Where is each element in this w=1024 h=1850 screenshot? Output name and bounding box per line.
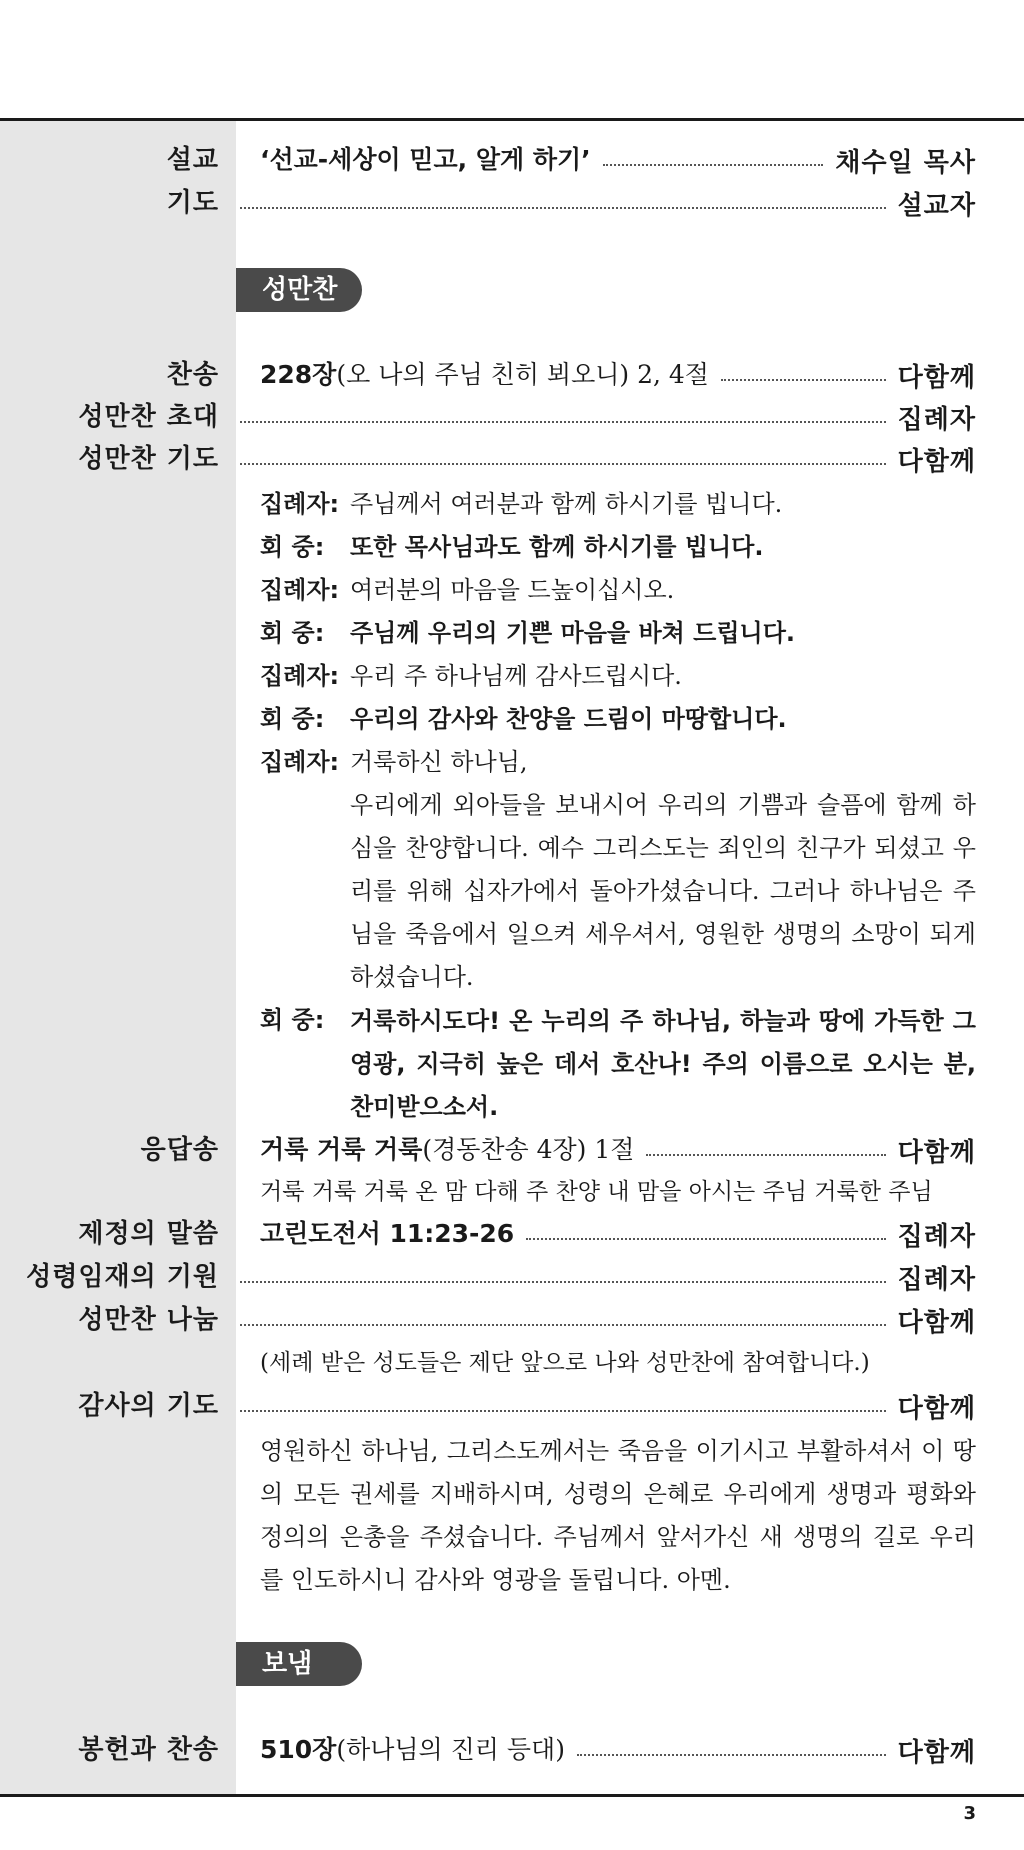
section-tab-sending: 보냄: [236, 1642, 362, 1686]
sharing-label: 성만찬 나눔: [78, 1305, 219, 1335]
sanctus-speaker-line: [260, 1000, 350, 1040]
dot-leader: [240, 1410, 886, 1412]
dialogue-text: 주님께서 여러분과 함께 하시기를 빕니다.: [350, 490, 783, 518]
offering-row: [0, 1730, 1024, 1770]
offering-number: 510장: [260, 1735, 337, 1764]
response-song-detail: (경동찬송 4장) 1절: [422, 1135, 635, 1164]
epiclesis-label: 성령임재의 기원: [26, 1262, 219, 1292]
sanctus-text: 거룩하시도다! 온 누리의 주 하나님, 하늘과 땅에 가득한 그 영광, 지극히 높은 데서 호산나! 주의 이름으로 오시는 분, 찬미받으소서.: [350, 1007, 976, 1121]
speaker-label: 집례자:: [260, 662, 340, 690]
speaker-label: 회 중:: [260, 1006, 325, 1034]
response-song-label: 응답송: [140, 1135, 219, 1165]
prayer-row: [0, 183, 1024, 223]
speaker-label: 집례자:: [260, 576, 340, 604]
dialogue-line: [260, 613, 795, 653]
communion-prayer-label: 성만찬 기도: [78, 444, 219, 474]
response-song-title: 거룩 거룩 거룩: [260, 1135, 423, 1164]
thanksgiving-label: 감사의 기도: [78, 1391, 219, 1421]
institution-reference: 고린도전서 11:23-26: [260, 1219, 515, 1248]
prayer-label: 기도: [166, 188, 219, 218]
speaker-label: 집례자:: [260, 490, 340, 518]
offering-label: 봉헌과 찬송: [78, 1735, 219, 1765]
dot-leader: [526, 1238, 885, 1240]
dialogue-text: 거룩하신 하나님,: [350, 748, 528, 776]
response-song-role: 다함께: [897, 1137, 976, 1168]
sharing-row: [0, 1300, 1024, 1340]
thanksgiving-text: 영원하신 하나님, 그리스도께서는 죽음을 이기시고 부활하셔서 이 땅의 모든 권세를 지배하시며, 성령의 은혜로 우리에게 생명과 평화와 정의의 은총을 주셨습니다. 주님께서 앞서가신 새 생명의 길로 우리를 인도하시니 감사와 영광을 돌립니다. 아멘.: [260, 1437, 976, 1594]
dot-leader: [240, 1281, 886, 1283]
sharing-role: 다함께: [897, 1307, 976, 1338]
hymn-number: 228장: [260, 360, 337, 389]
dot-leader: [646, 1154, 885, 1156]
dialogue-text: 또한 목사님과도 함께 하시기를 빕니다.: [350, 533, 764, 561]
dialogue-text: 여러분의 마음을 드높이십시오.: [350, 576, 675, 604]
dialogue-text: 주님께 우리의 기쁜 마음을 바쳐 드립니다.: [350, 619, 796, 647]
hymn-role: 다함께: [897, 362, 976, 393]
dialogue-text: 우리의 감사와 찬양을 드림이 마땅합니다.: [350, 705, 787, 733]
institution-label: 제정의 말씀: [78, 1219, 219, 1249]
speaker-label: 집례자:: [260, 748, 340, 776]
dialogue-line: [260, 570, 674, 610]
dialogue-line: [260, 699, 787, 739]
hymn-label: 찬송: [166, 360, 219, 390]
institution-role: 집례자: [897, 1221, 976, 1252]
hymn-row: [0, 355, 1024, 395]
communion-prayer-row: [0, 439, 1024, 479]
response-song-row: [0, 1130, 1024, 1170]
epiclesis-row: [0, 1257, 1024, 1297]
sharing-note: (세례 받은 성도들은 제단 앞으로 나와 성만찬에 참여합니다.): [260, 1350, 870, 1376]
sermon-role: 채수일 목사: [835, 147, 976, 178]
dot-leader: [240, 1324, 886, 1326]
hymn-detail: (오 나의 주님 친히 뵈오니) 2, 4절: [336, 360, 709, 389]
bottom-rule: [0, 1794, 1024, 1797]
sermon-title: ‘선교-세상이 믿고, 알게 하기’: [260, 145, 591, 174]
sermon-label: 설교: [166, 145, 219, 175]
offering-role: 다함께: [897, 1737, 976, 1768]
thanksgiving-role: 다함께: [897, 1393, 976, 1424]
dot-leader: [721, 379, 886, 381]
invitation-role: 집례자: [897, 404, 976, 435]
institution-row: [0, 1214, 1024, 1254]
dot-leader: [240, 421, 886, 423]
invitation-row: [0, 397, 1024, 437]
offering-detail: (하나님의 진리 등대): [336, 1735, 565, 1764]
epiclesis-role: 집례자: [897, 1264, 976, 1295]
sermon-row: [0, 140, 1024, 180]
dialogue-text: 우리 주 하나님께 감사드립시다.: [350, 662, 682, 690]
dot-leader: [577, 1754, 886, 1756]
response-song-lyrics: 거룩 거룩 거룩 온 맘 다해 주 찬양 내 맘을 아시는 주님 거룩한 주님: [260, 1179, 933, 1205]
dot-leader: [603, 164, 824, 166]
dialogue-line: [260, 484, 782, 524]
speaker-label: 회 중:: [260, 619, 325, 647]
speaker-label: 회 중:: [260, 705, 325, 733]
dot-leader: [240, 463, 886, 465]
dot-leader: [240, 207, 886, 209]
dialogue-line: [260, 656, 682, 696]
prayer-role: 설교자: [897, 190, 976, 221]
eucharist-prayer: 우리에게 외아들을 보내시어 우리의 기쁨과 슬픔에 함께 하심을 찬양합니다. 예수 그리스도는 죄인의 친구가 되셨고 우리를 위해 십자가에서 돌아가셨습니다. 그러나 하나님은 주님을 죽음에서 일으켜 세우셔서, 영원한 생명의 소망이 되게 하셨습니다.: [350, 791, 976, 991]
communion-prayer-role: 다함께: [897, 446, 976, 477]
invitation-label: 성만찬 초대: [78, 402, 219, 432]
dialogue-line: [260, 742, 528, 782]
speaker-label: 회 중:: [260, 533, 325, 561]
section-tab-communion: 성만찬: [236, 268, 362, 312]
thanksgiving-row: [0, 1386, 1024, 1426]
dialogue-line: [260, 527, 763, 567]
page-number: 3: [963, 1803, 976, 1824]
